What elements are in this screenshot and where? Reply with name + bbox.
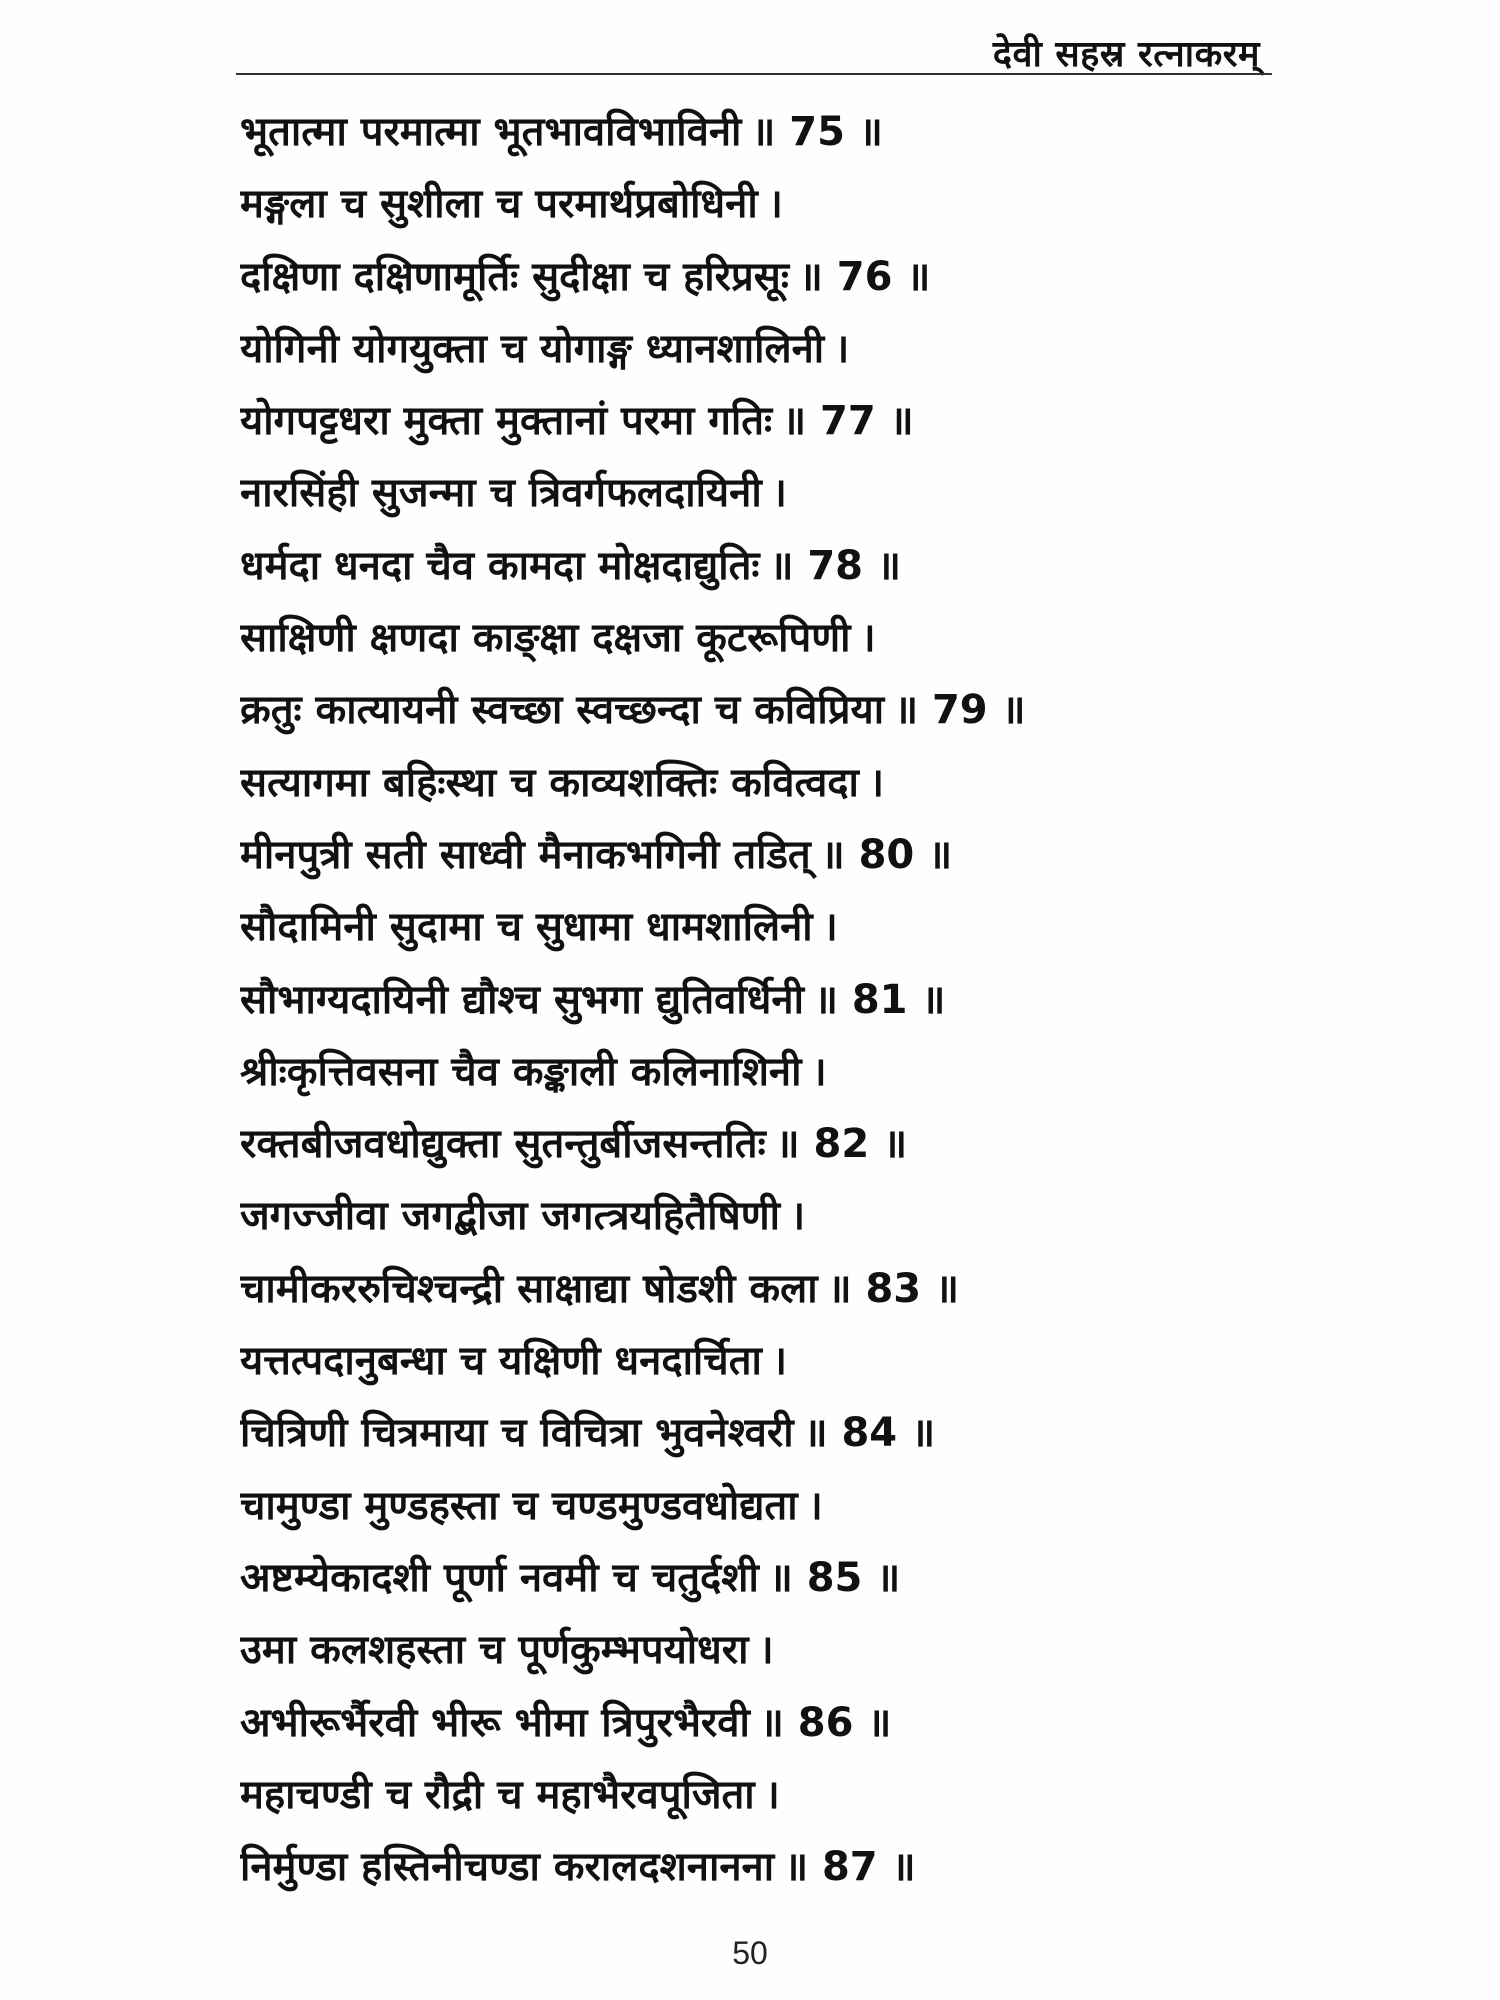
verse-number-mark: ॥ 83 ॥	[827, 1265, 960, 1312]
verse-number-mark: ॥ 80 ॥	[820, 831, 953, 878]
verse-text: धर्मदा धनदा चैव कामदा मोक्षदाद्युतिः	[240, 542, 760, 589]
verse-line	[240, 819, 1240, 891]
verse-text: जगज्जीवा जगद्बीजा जगत्त्रयहितैषिणी	[240, 1193, 780, 1240]
verse-line	[240, 1108, 1240, 1180]
verse-number-mark: ।	[758, 1627, 774, 1674]
running-header-title: देवी सहस्र रत्नाकरम्	[992, 34, 1260, 75]
verse-line	[240, 1253, 1240, 1325]
verse-text: साक्षिणी क्षणदा काङ्क्षा दक्षजा कूटरूपिणी	[240, 615, 851, 662]
verse-number-mark: ।	[767, 181, 783, 228]
verse-text: योगिनी योगयुक्ता च योगाङ्ग ध्यानशालिनी	[240, 325, 825, 372]
verse-text: सौदामिनी सुदामा च सुधामा धामशालिनी	[240, 904, 813, 951]
verse-number-mark: ।	[807, 1482, 823, 1529]
verse-number-mark: ।	[868, 759, 885, 806]
verse-line	[240, 602, 1240, 674]
verse-line	[240, 241, 1240, 313]
verse-line	[240, 1759, 1240, 1831]
verse-line	[240, 96, 1240, 168]
verse-number-mark: ॥ 82 ॥	[775, 1121, 908, 1168]
verse-text: श्रीःकृत्तिवसना चैव कङ्काली कलिनाशिनी	[240, 1048, 802, 1095]
verse-text: मीनपुत्री सती साध्वी मैनाकभगिनी तडित्	[240, 831, 811, 878]
verse-number-mark: ॥ 78 ॥	[769, 542, 901, 589]
verse-line	[240, 891, 1240, 963]
verse-number-mark: ॥ 84 ॥	[803, 1410, 936, 1457]
verse-line	[240, 1470, 1240, 1542]
verse-text: यत्तत्पदानुबन्धा च यक्षिणी धनदार्चिता	[240, 1338, 762, 1385]
verse-text: चामुण्डा मुण्डहस्ता च चण्डमुण्डवधोद्यता	[240, 1482, 798, 1529]
verse-number-mark: ॥ 76 ॥	[798, 253, 931, 300]
verse-number-mark: ।	[822, 904, 838, 951]
verse-number-mark: ।	[789, 1193, 806, 1240]
verse-text: रक्तबीजवधोद्युक्ता सुतन्तुर्बीजसन्ततिः	[240, 1121, 766, 1168]
verse-number-mark: ।	[764, 1771, 780, 1818]
verse-line	[240, 747, 1240, 819]
verse-text: भूतात्मा परमात्मा भूतभावविभाविनी	[240, 109, 742, 155]
verse-text: उमा कलशहस्ता च पूर्णकुम्भपयोधरा	[240, 1627, 749, 1674]
verse-number-mark: ॥ 75 ॥	[751, 109, 883, 155]
verse-line	[240, 1614, 1240, 1686]
verse-text: सत्यागमा बहिःस्था च काव्यशक्तिः कवित्वदा	[240, 759, 859, 806]
verse-line	[240, 1325, 1240, 1397]
verse-line	[240, 530, 1240, 602]
verse-number-mark: ॥ 79 ॥	[894, 687, 1026, 734]
verse-line	[240, 313, 1240, 385]
verse-text: योगपट्टधरा मुक्ता मुक्तानां परमा गतिः	[240, 398, 773, 445]
verse-line	[240, 1542, 1240, 1614]
verse-number-mark: ।	[834, 325, 850, 372]
verse-text: मङ्गला च सुशीला च परमार्थप्रबोधिनी	[240, 181, 758, 228]
verse-number-mark: ॥ 86 ॥	[759, 1699, 892, 1746]
verse-text: नारसिंही सुजन्मा च त्रिवर्गफलदायिनी	[240, 470, 762, 517]
verse-number-mark: ।	[811, 1048, 827, 1095]
verse-list	[240, 96, 1240, 1903]
header-rule	[236, 73, 1272, 75]
verse-number-mark: ।	[860, 615, 876, 662]
verse-number-mark: ॥ 77 ॥	[782, 398, 914, 445]
verse-text: अभीरूर्भैरवी भीरू भीमा त्रिपुरभैरवी	[240, 1699, 750, 1746]
verse-line	[240, 1036, 1240, 1108]
verse-text: चामीकररुचिश्चन्द्री साक्षाद्या षोडशी कला	[240, 1265, 818, 1312]
verse-number-mark: ॥ 87 ॥	[784, 1844, 916, 1891]
verse-line	[240, 674, 1240, 746]
verse-text: सौभाग्यदायिनी द्यौश्च सुभगा द्युतिवर्धिनी	[240, 976, 804, 1023]
verse-number-mark: ।	[771, 470, 787, 517]
verse-text: क्रतुः कात्यायनी स्वच्छा स्वच्छन्दा च कविप्रिया	[240, 687, 885, 734]
verse-line	[240, 1831, 1240, 1903]
verse-number-mark: ।	[771, 1338, 788, 1385]
verse-line	[240, 457, 1240, 529]
verse-text: निर्मुण्डा हस्तिनीचण्डा करालदशनानना	[240, 1844, 775, 1891]
verse-text: अष्टम्येकादशी पूर्णा नवमी च चतुर्दशी	[240, 1554, 759, 1601]
verse-line	[240, 1180, 1240, 1252]
verse-text: दक्षिणा दक्षिणामूर्तिः सुदीक्षा च हरिप्रसूः	[240, 253, 789, 300]
verse-number-mark: ॥ 81 ॥	[813, 976, 946, 1023]
verse-line	[240, 964, 1240, 1036]
verse-line	[240, 1687, 1240, 1759]
verse-line	[240, 168, 1240, 240]
page-number: 50	[732, 1935, 768, 1971]
verse-number-mark: ॥ 85 ॥	[768, 1554, 901, 1601]
verse-text: महाचण्डी च रौद्री च महाभैरवपूजिता	[240, 1771, 755, 1818]
verse-line	[240, 1397, 1240, 1469]
verse-line	[240, 385, 1240, 457]
verse-text: चित्रिणी चित्रमाया च विचित्रा भुवनेश्वरी	[240, 1410, 794, 1457]
